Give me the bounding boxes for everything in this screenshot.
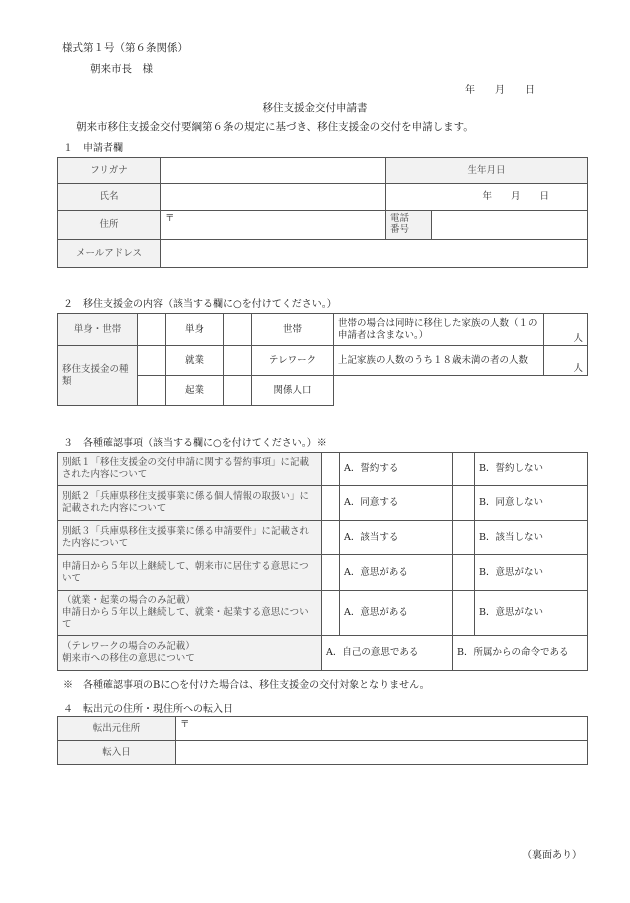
option-b-label: B．誓約しない [475,453,588,486]
move-in-date-field[interactable] [176,741,588,765]
email-field[interactable] [161,240,588,268]
furigana-field[interactable] [161,158,386,184]
startup-check[interactable] [138,376,166,406]
option-a-check[interactable] [322,521,340,555]
confirmation-item: 別紙３「兵庫県移住支援事業に係る申請要件」に記載された内容について [58,521,322,555]
family-count-label: 世帯の場合は同時に移住した家族の人数（１の申請者は含まない。） [334,314,544,346]
applicant-table [57,157,588,268]
related-population-check[interactable] [224,376,252,406]
confirmation-item: 別紙２「兵庫県移住支援事業に係る個人情報の取扱い」に記載された内容について [58,486,322,521]
option-a-label[interactable]: A．自己の意思である [322,636,453,671]
intro-text: 朝来市移住支援金交付要綱第６条の規定に基づき、移住支援金の交付を申請します。 [76,121,474,133]
birthdate-field[interactable]: 年 月 日 [386,184,588,211]
option-a-label: A．該当する [340,521,453,555]
single-label: 単身 [166,314,224,346]
phone-label: 電話 番号 [386,211,432,240]
postal-mark: 〒 [165,213,175,224]
section3-heading: ３ 各種確認事項（該当する欄に○を付けてください。）※ [63,438,327,449]
confirmation-row [58,555,588,591]
option-a-label: A．同意する [340,486,453,521]
support-type-label: 移住支援金の種類 [58,346,138,406]
back-side-note: （裏面あり） [522,850,582,861]
move-in-date-label: 転入日 [58,741,176,765]
confirmation-row [58,486,588,521]
form-number: 様式第１号（第６条関係） [62,42,188,54]
furigana-label: フリガナ [58,158,161,184]
confirmation-row [58,521,588,555]
household-label: 世帯 [252,314,334,346]
option-b-check[interactable] [453,555,475,591]
email-label: メールアドレス [58,240,161,268]
option-a-check[interactable] [322,486,340,521]
option-a-check[interactable] [322,591,340,636]
household-check[interactable] [224,314,252,346]
confirmation-item: 申請日から５年以上継続して、朝来市に居住する意思について [58,555,322,591]
phone-field[interactable] [432,211,588,240]
name-field[interactable] [161,184,386,211]
section4-heading: ４ 転出元の住所・現住所への転入日 [63,704,233,715]
birthdate-label: 生年月日 [386,158,588,184]
address-field[interactable] [161,211,386,240]
option-a-label: A．意思がある [340,555,453,591]
option-b-check[interactable] [453,453,475,486]
addressee: 朝来市長 様 [90,63,153,75]
employment-check[interactable] [138,346,166,376]
option-b-check[interactable] [453,521,475,555]
single-household-label: 単身・世帯 [58,314,138,346]
address-label: 住所 [58,211,161,240]
support-content-table [57,313,588,406]
confirmation-item: （就業・起業の場合のみ記載） 申請日から５年以上継続して、就業・起業する意思について [58,591,322,636]
confirmation-row [58,453,588,486]
origin-address-field[interactable] [176,717,588,741]
option-b-check[interactable] [453,486,475,521]
option-b-label: B．同意しない [475,486,588,521]
confirmation-item: 別紙１「移住支援金の交付申請に関する誓約事項」に記載された内容について [58,453,322,486]
page-title: 移住支援金交付申請書 [262,102,368,114]
under18-field[interactable] [544,346,588,376]
confirmation-table [57,452,588,671]
option-b-label[interactable]: B．所属からの命令である [453,636,588,671]
option-b-label: B．意思がない [475,591,588,636]
postal-mark-2: 〒 [180,719,190,730]
section3-note: ※ 各種確認事項のBに○を付けた場合は、移住支援金の交付対象となりません。 [63,680,430,691]
confirmation-row [58,636,588,671]
name-label: 氏名 [58,184,161,211]
move-in-table [57,716,588,765]
employment-label: 就業 [166,346,224,376]
empty-cell [334,376,588,406]
option-a-label: A．意思がある [340,591,453,636]
under18-label: 上記家族の人数のうち１８歳未満の者の人数 [334,346,544,376]
option-b-label: B．意思がない [475,555,588,591]
date-line: 年 月 日 [465,85,535,96]
confirmation-item: （テレワークの場合のみ記載） 朝来市への移住の意思について [58,636,322,671]
option-a-check[interactable] [322,453,340,486]
telework-check[interactable] [224,346,252,376]
option-b-label: B．該当しない [475,521,588,555]
unit-people-2: 人 [573,363,583,375]
section1-heading: １ 申請者欄 [63,143,123,154]
origin-address-label: 転出元住所 [58,717,176,741]
single-check[interactable] [138,314,166,346]
unit-people: 人 [573,333,583,345]
related-population-label: 関係人口 [252,376,334,406]
section2-heading: ２ 移住支援金の内容（該当する欄に○を付けてください。） [63,299,337,310]
startup-label: 起業 [166,376,224,406]
family-count-field[interactable] [544,314,588,346]
confirmation-row [58,591,588,636]
telework-label: テレワーク [252,346,334,376]
option-b-check[interactable] [453,591,475,636]
option-a-label: A．誓約する [340,453,453,486]
option-a-check[interactable] [322,555,340,591]
